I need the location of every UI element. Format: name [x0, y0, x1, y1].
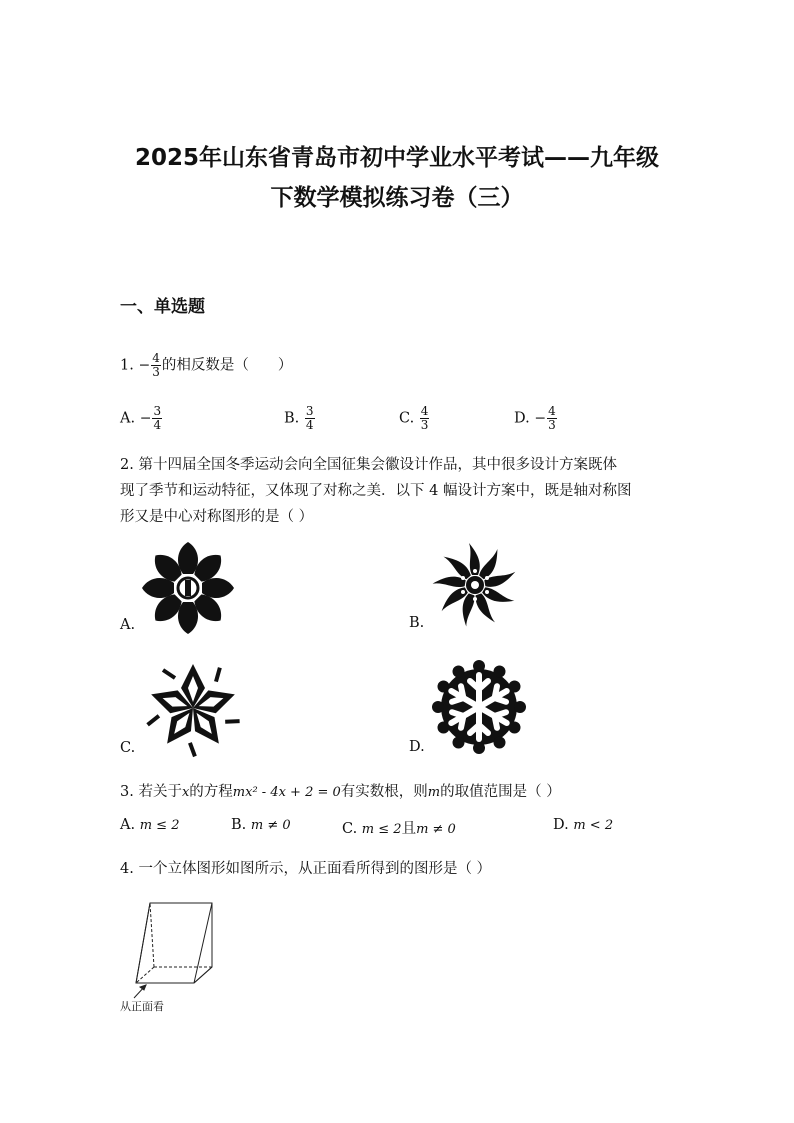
- denominator: 3: [152, 365, 160, 379]
- numerator: 4: [420, 404, 429, 418]
- option-a: [120, 817, 179, 833]
- equation: mx² - 4x + 2 = 0: [232, 785, 341, 800]
- fraction: [152, 405, 162, 432]
- option-b: [231, 817, 291, 833]
- option-label: B.: [284, 410, 300, 427]
- question-2-line1: 2. 第十四届全国冬季运动会向全国征集会徽设计作品，其中很多设计方案既体: [120, 457, 617, 473]
- option-expression: m ≤ 2: [361, 822, 402, 837]
- emblem-b-icon: [430, 540, 520, 630]
- question-number: 1.: [120, 357, 134, 374]
- option-b: [284, 405, 316, 432]
- minus-sign: −: [139, 410, 152, 427]
- numerator: 4: [548, 404, 556, 418]
- question-4: 4. 一个立体图形如图所示，从正面看所得到的图形是（ ）: [120, 861, 492, 877]
- option-label: D.: [553, 817, 569, 833]
- emblem-c-icon: [142, 658, 244, 756]
- fraction: [305, 405, 315, 432]
- option-d: [553, 817, 613, 833]
- question-text: 有实数根，则: [340, 784, 428, 800]
- option-c: [399, 405, 430, 432]
- emblem-c-label: C.: [120, 740, 136, 756]
- option-label: C.: [342, 821, 358, 837]
- numerator: 4: [152, 351, 160, 365]
- question-text: 的取值范围是（ ）: [440, 784, 561, 800]
- prism-figure-icon: [120, 895, 220, 995]
- numerator: 3: [153, 404, 162, 418]
- question-2-line2: 现了季节和运动特征，又体现了对称之美．以下 4 幅设计方案中，既是轴对称图: [120, 483, 632, 499]
- emblem-a-icon: [140, 540, 236, 636]
- question-2-line3: 形又是中心对称图形的是（ ）: [120, 509, 314, 525]
- option-label: A.: [120, 817, 136, 833]
- figure-caption: 从正面看: [120, 1000, 164, 1013]
- option-label: C.: [399, 410, 415, 427]
- minus-sign: −: [138, 357, 151, 374]
- emblem-a-label: A.: [120, 617, 136, 633]
- denominator: 3: [548, 418, 556, 432]
- emblem-d-label: D.: [409, 739, 425, 755]
- denominator: 4: [153, 418, 162, 432]
- fraction: [151, 352, 161, 379]
- question-1: [120, 352, 292, 379]
- option-d: [514, 405, 558, 432]
- fraction: [420, 405, 430, 432]
- conjunction: 且: [401, 821, 417, 837]
- emblem-b-label: B.: [409, 615, 425, 631]
- option-a: [120, 405, 163, 432]
- emblem-d-icon: [432, 660, 526, 754]
- variable-x: x: [181, 785, 190, 800]
- numerator: 3: [305, 404, 314, 418]
- option-label: B.: [231, 817, 247, 833]
- option-label: A.: [120, 410, 136, 427]
- variable-m: m: [427, 785, 441, 800]
- denominator: 4: [305, 418, 314, 432]
- option-expression: m ≠ 0: [416, 822, 456, 837]
- minus-sign: −: [534, 410, 547, 427]
- question-text: 的相反数是（ ）: [161, 357, 293, 374]
- section-heading: 一、单选题: [120, 297, 205, 317]
- question-text: 3. 若关于: [120, 784, 182, 800]
- option-expression: m ≠ 0: [250, 818, 291, 833]
- doc-title-line1: 2025年山东省青岛市初中学业水平考试——九年级: [134, 145, 659, 171]
- doc-title-line2: 下数学模拟练习卷（三）: [270, 185, 524, 211]
- question-text: 的方程: [189, 784, 233, 800]
- option-expression: m < 2: [573, 818, 614, 833]
- fraction: [547, 405, 557, 432]
- option-c: [342, 817, 456, 838]
- question-3: [120, 780, 561, 801]
- denominator: 3: [420, 418, 429, 432]
- option-expression: m ≤ 2: [139, 818, 180, 833]
- option-label: D.: [514, 410, 530, 427]
